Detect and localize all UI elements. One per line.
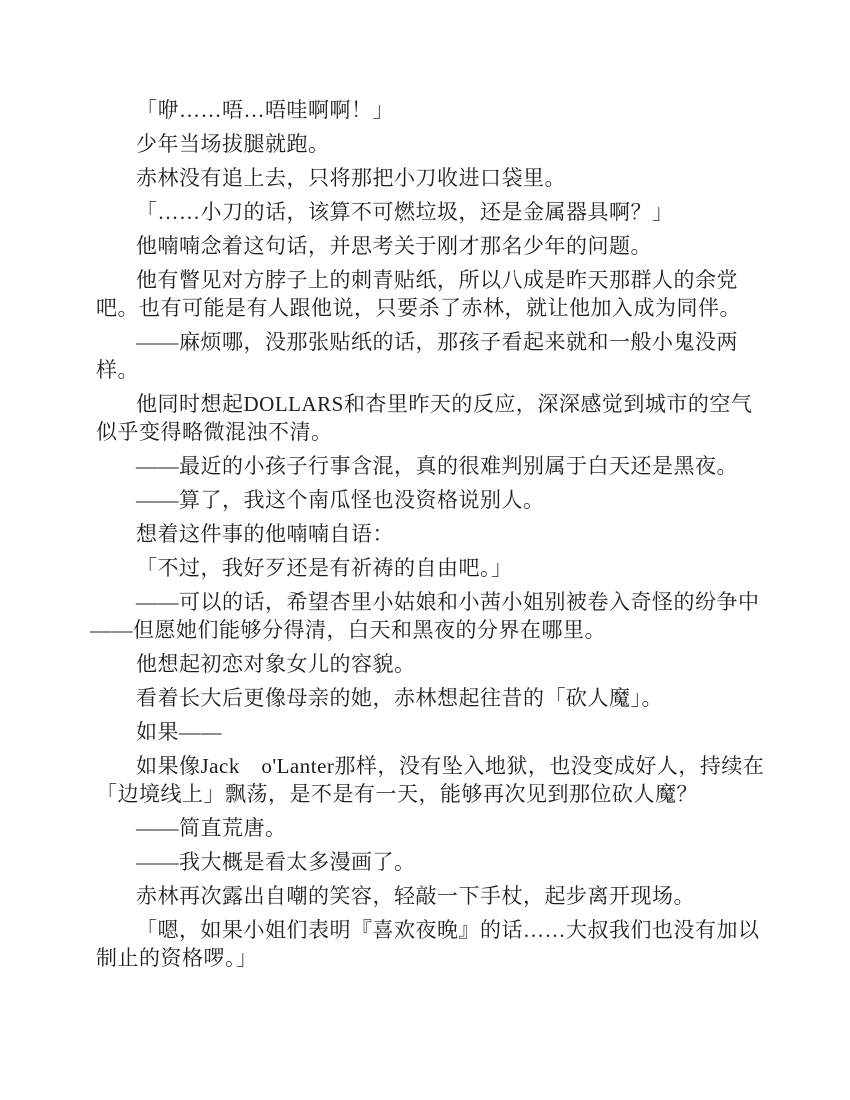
paragraph — [96, 328, 756, 384]
text-line: 似乎变得略微混浊不清。 — [96, 420, 333, 444]
text-line: 如果像Jack o'Lanter那样，没有坠入地狱，也没变成好人，持续在 — [136, 754, 765, 778]
text-line: ——我大概是看太多漫画了。 — [136, 850, 416, 874]
paragraph — [96, 452, 756, 480]
text-line: 「嗯，如果小姐们表明『喜欢夜晚』的话……大叔我们也没有加以 — [136, 918, 760, 942]
text-line: ——麻烦哪，没那张贴纸的话，那孩子看起来就和一般小鬼没两 — [136, 330, 738, 354]
paragraph — [96, 130, 756, 158]
paragraph — [96, 848, 756, 876]
text-line: 吧。也有可能是有人跟他说，只要杀了赤林，就让他加入成为同伴。 — [96, 296, 741, 320]
text-line: 赤林再次露出自嘲的笑容，轻敲一下手杖，起步离开现场。 — [136, 884, 695, 908]
text-line: ——最近的小孩子行事含混，真的很难判别属于白天还是黑夜。 — [136, 454, 738, 478]
text-line: 如果—— — [136, 720, 222, 744]
text-line: 「边境线上」飘荡，是不是有一天，能够再次见到那位砍人魔？ — [96, 782, 698, 806]
text-line: 他喃喃念着这句话，并思考关于刚才那名少年的问题。 — [136, 234, 652, 258]
paragraph — [96, 684, 756, 712]
paragraph — [96, 390, 756, 446]
paragraph — [96, 266, 756, 322]
text-line: ——可以的话，希望杏里小姑娘和小茜小姐别被卷入奇怪的纷争中 — [136, 590, 760, 614]
text-line: 少年当场拔腿就跑。 — [136, 132, 330, 156]
text-block — [90, 96, 765, 972]
text-line: 他有瞥见对方脖子上的刺青贴纸，所以八成是昨天那群人的余党 — [136, 268, 738, 292]
paragraph — [96, 96, 756, 124]
paragraph — [96, 164, 756, 192]
paragraph — [96, 232, 756, 260]
text-line: 制止的资格啰。」 — [96, 946, 258, 970]
text-line: 样。 — [96, 358, 139, 382]
text-line: ——简直荒唐。 — [136, 816, 287, 840]
paragraph — [96, 554, 756, 582]
text-line: 「……小刀的话，该算不可燃垃圾，还是金属器具啊？」 — [136, 200, 674, 224]
text-line: 「咿……唔…唔哇啊啊！」 — [136, 98, 394, 122]
paragraph — [96, 916, 760, 972]
text-line: 赤林没有追上去，只将那把小刀收进口袋里。 — [136, 166, 566, 190]
paragraph — [90, 588, 760, 644]
text-line: 他想起初恋对象女儿的容貌。 — [136, 652, 416, 676]
text-line: 「不过，我好歹还是有祈祷的自由吧。」 — [136, 556, 513, 580]
paragraph — [96, 650, 756, 678]
paragraph — [96, 814, 756, 842]
text-line: 看着长大后更像母亲的她，赤林想起往昔的「砍人魔」。 — [136, 686, 663, 710]
paragraph — [96, 198, 756, 226]
text-line: ——算了，我这个南瓜怪也没资格说别人。 — [136, 488, 545, 512]
paragraph — [96, 752, 765, 808]
text-line: 他同时想起DOLLARS和杏里昨天的反应，深深感觉到城市的空气 — [136, 392, 753, 416]
paragraph — [96, 520, 756, 548]
paragraph — [96, 486, 756, 514]
text-line: ——但愿她们能够分得清，白天和黑夜的分界在哪里。 — [90, 618, 606, 642]
paragraph — [96, 882, 756, 910]
text-line: 想着这件事的他喃喃自语： — [136, 522, 394, 546]
paragraph — [96, 718, 756, 746]
